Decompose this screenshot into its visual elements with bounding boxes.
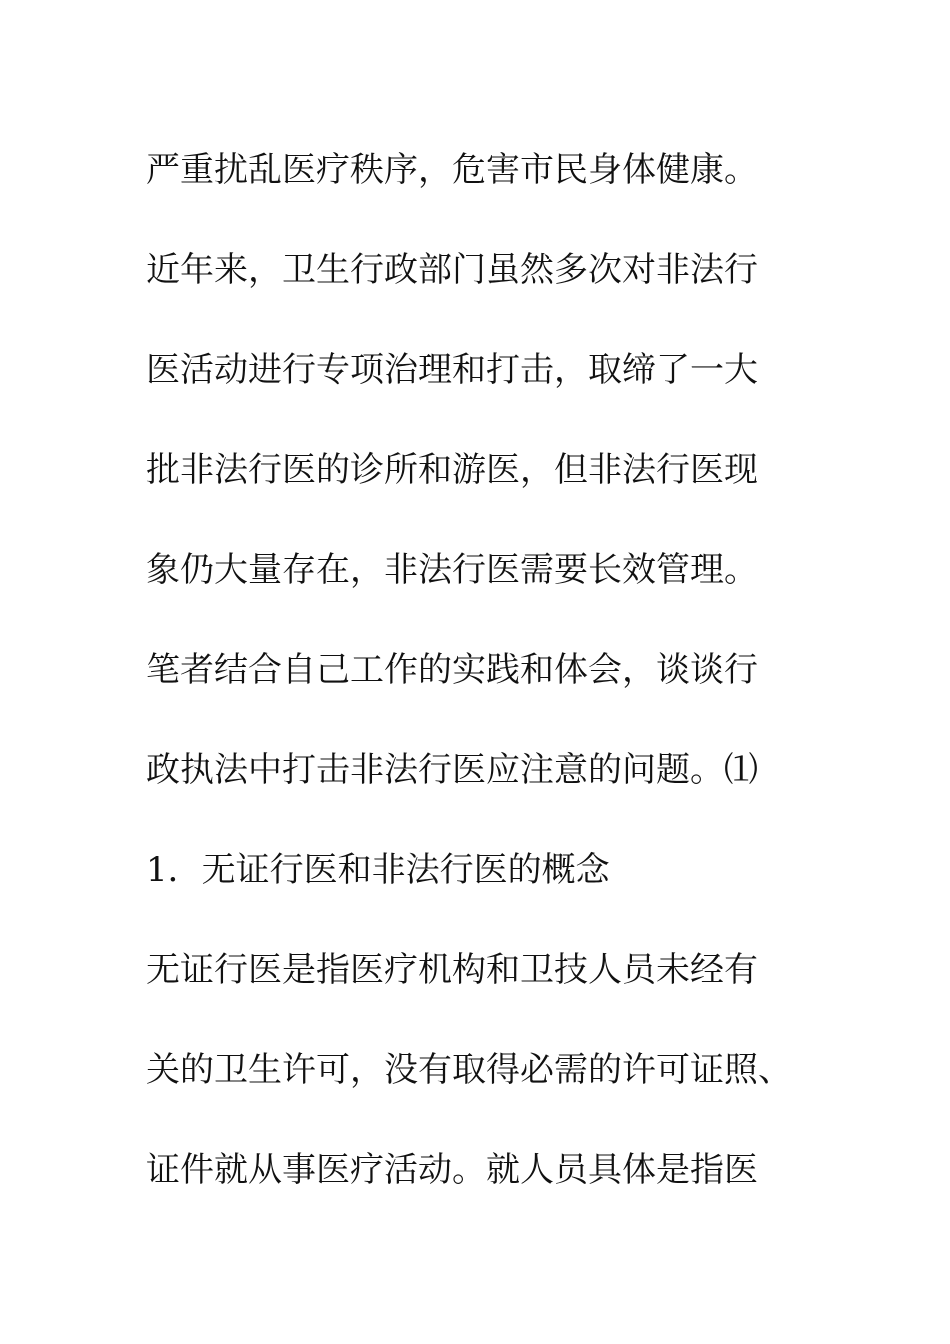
text-line: 证件就从事医疗活动。就人员具体是指医 <box>146 1150 758 1190</box>
body-text <box>146 120 846 1220</box>
text-line: 严重扰乱医疗秩序，危害市民身体健康。 <box>146 150 758 190</box>
text-line: 笔者结合自己工作的实践和体会，谈谈行 <box>146 650 758 690</box>
text-line: 无证行医是指医疗机构和卫技人员未经有 <box>146 950 758 990</box>
text-line: 象仍大量存在，非法行医需要长效管理。 <box>146 550 758 590</box>
text-line: 近年来，卫生行政部门虽然多次对非法行 <box>146 250 758 290</box>
text-line: 医活动进行专项治理和打击，取缔了一大 <box>146 350 758 390</box>
text-line: 政执法中打击非法行医应注意的问题。⑴ <box>146 750 758 790</box>
text-line: 关的卫生许可，没有取得必需的许可证照、 <box>146 1050 792 1090</box>
text-line: 批非法行医的诊所和游医，但非法行医现 <box>146 450 758 490</box>
section-heading: 1．无证行医和非法行医的概念 <box>146 850 610 890</box>
